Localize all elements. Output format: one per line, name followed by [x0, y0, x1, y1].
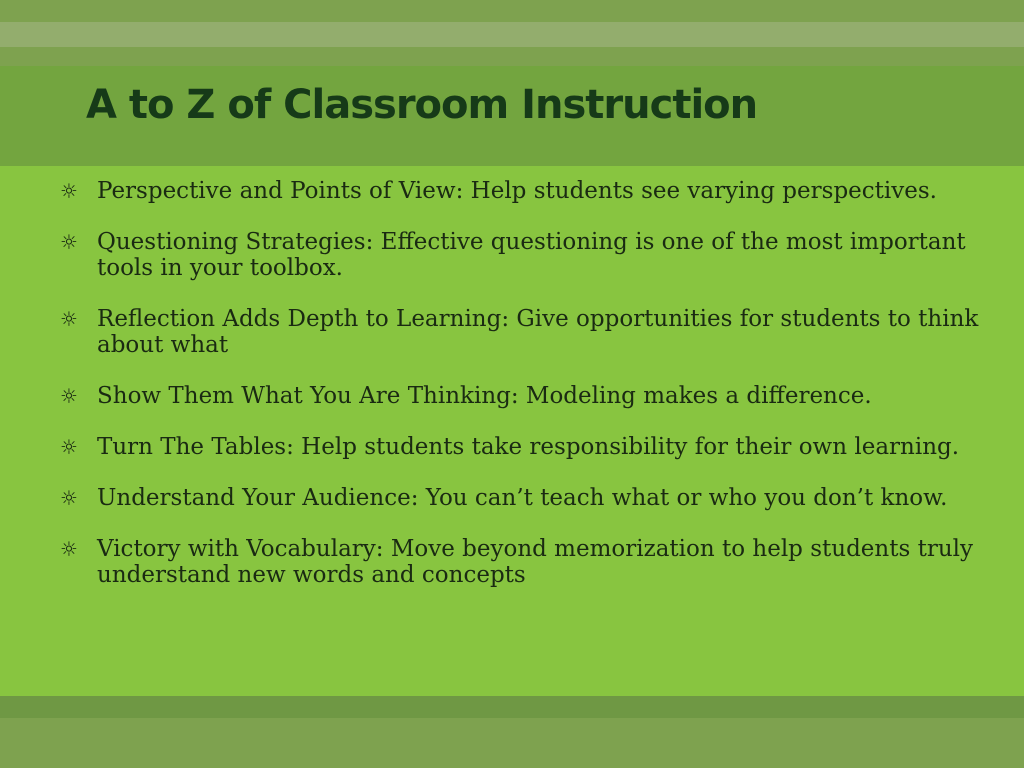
top-highlight-strip	[0, 22, 1024, 47]
list-item	[60, 383, 990, 409]
sun-icon: ☼	[60, 179, 78, 203]
top-spacer-strip	[0, 47, 1024, 66]
list-item	[60, 229, 990, 281]
sun-icon: ☼	[60, 384, 78, 408]
bottom-band	[0, 718, 1024, 768]
bullet-text: Turn The Tables: Help students take responsibility for their own learning.	[97, 434, 960, 460]
sun-icon: ☼	[60, 435, 78, 459]
list-item	[60, 306, 990, 358]
bullet-text: Show Them What You Are Thinking: Modeling makes a difference.	[97, 383, 872, 409]
bullet-text: Victory with Vocabulary: Move beyond memorization to help students truly understand new words and concepts	[97, 536, 973, 588]
sun-icon: ☼	[60, 537, 78, 561]
bottom-divider-strip	[0, 696, 1024, 718]
bullet-text: Perspective and Points of View: Help students see varying perspectives.	[97, 178, 937, 204]
list-item	[60, 434, 990, 460]
list-item	[60, 178, 990, 204]
bullet-text: Understand Your Audience: You can’t teach what or who you don’t know.	[97, 485, 948, 511]
list-item	[60, 536, 990, 588]
top-decorative-strip	[0, 0, 1024, 22]
list-item	[60, 485, 990, 511]
sun-icon: ☼	[60, 230, 78, 254]
sun-icon: ☼	[60, 307, 78, 331]
bullet-list	[60, 178, 990, 613]
slide-title: A to Z of Classroom Instruction	[86, 82, 758, 128]
bullet-text: Reflection Adds Depth to Learning: Give opportunities for students to think about what	[97, 306, 979, 358]
bullet-text: Questioning Strategies: Effective questioning is one of the most important tools in your toolbox.	[97, 229, 966, 281]
sun-icon: ☼	[60, 486, 78, 510]
